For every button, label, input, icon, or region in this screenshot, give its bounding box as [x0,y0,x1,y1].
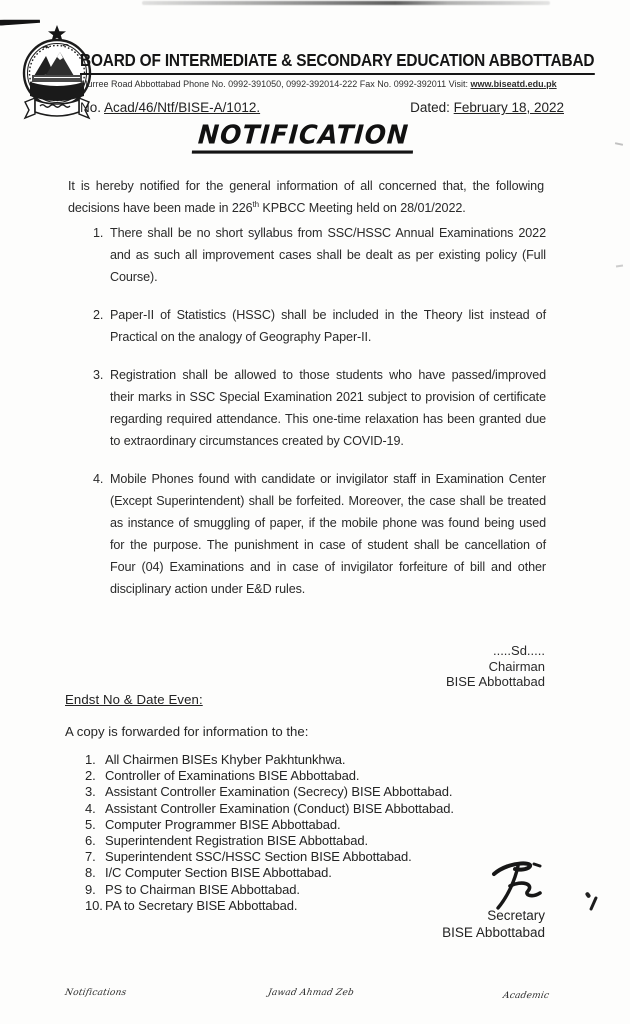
list-item: Registration shall be allowed to those students who have passed/improved their marks in SSC Special Examination 2021 subject to provision of certificate regarding required attendance. This one-time relaxation has been granted due to extraordinary circumstances created by COVID-19. [110,368,546,448]
list-item: Assistant Controller Examination (Conduct) BISE Abbottabad. [105,800,454,816]
document-title: NOTIFICATION [191,119,414,153]
scan-mark-artifact [615,142,623,146]
date-value: February 18, 2022 [453,100,564,115]
chairman-org: BISE Abbottabad [445,674,545,689]
list-item: All Chairmen BISEs Khyber Pakhtunkhwa. [105,752,346,767]
intro-text: KPBCC Meeting held on 28/01/2022. [259,200,466,215]
footer-note-right: Academic [502,991,550,1001]
list-item: Computer Programmer BISE Abbottabad. [105,816,341,832]
intro-paragraph [68,175,544,219]
scan-smudge-artifact [142,1,550,5]
list-item: Superintendent SSC/HSSC Section BISE Abbottabad. [105,849,412,865]
list-item: Controller of Examinations BISE Abbottabad. [105,768,360,784]
secretary-title: Secretary [487,908,545,923]
reference-row [80,100,564,115]
date-field [410,100,564,115]
reference-number [80,100,260,115]
secretary-signature-block [442,908,545,941]
list-item: I/C Computer Section BISE Abbottabad. [105,865,332,881]
org-address-line [80,79,557,89]
footer-note-left: Notifications [64,988,128,998]
list-item: Mobile Phones found with candidate or invigilator staff in Examination Center (Except Superintendent) shall be forfeited. Moreover, the case shall be treated as instance of smuggling of paper, if the mobile phone was found being used for the purpose. The punishment in case of student shall be cancellation of Four (04) Examinations and in case of invigilator forfeiture of bill and other disciplinary action under E&D rules. [110,472,546,596]
org-address-text: Murree Road Abbottabad Phone No. 0992-391050, 0992-392014-222 Fax No. 0992-392011 Visit: [80,79,471,89]
date-label: Dated: [410,100,454,115]
copy-forwarded-line: A copy is forwarded for information to the: [65,724,309,739]
org-website-text: www.biseatd.edu.pk [470,79,557,89]
secretary-org: BISE Abbottabad [442,924,545,940]
endorsement-heading: Endst No & Date Even: [65,692,203,707]
reference-label: No. [80,100,105,115]
decisions-list [110,222,546,616]
pen-stray-mark [585,891,592,898]
intro-text: It is hereby notified for the general information of all concerned that, the following decisions have been made in 226 [68,178,544,215]
list-item: Assistant Controller Examination (Secrecy) BISE Abbottabad. [105,784,453,800]
list-item: Superintendent Registration BISE Abbottabad. [105,833,369,849]
scan-mark-artifact [616,265,623,268]
chairman-signature-block [446,643,545,690]
list-item: PS to Chairman BISE Abbottabad. [105,881,300,897]
list-item: There shall be no short syllabus from SSC/HSSC Annual Examinations 2022 and as such all improvement cases shall be dealt as per existing policy (Full Course). [110,226,546,284]
recipients-list [105,752,454,914]
ordinal-superscript: th [252,199,260,209]
footer-note-center: Jawad Ahmad Zeb [267,988,355,998]
org-name-heading: BOARD OF INTERMEDIATE & SECONDARY EDUCATION ABBOTTABAD [80,50,594,75]
sd-notation: .....Sd..... [492,643,545,658]
list-item: PA to Secretary BISE Abbottabad. [105,897,298,913]
chairman-title: Chairman [488,658,545,674]
list-item: Paper-II of Statistics (HSSC) shall be included in the Theory list instead of Practical on the analogy of Geography Paper-II. [110,308,546,344]
reference-value: Acad/46/Ntf/BISE-A/1012. [104,100,261,115]
pen-stray-mark [589,896,598,911]
